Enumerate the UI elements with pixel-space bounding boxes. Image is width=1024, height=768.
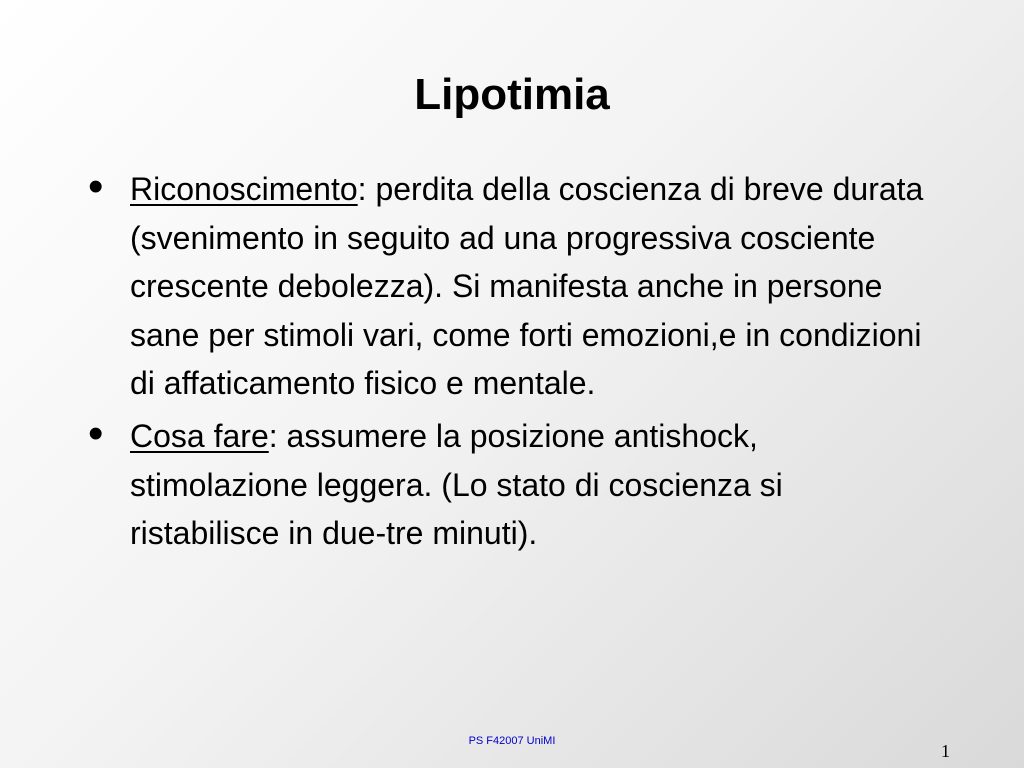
- page-number: 1: [941, 741, 950, 761]
- bullet-icon: •: [88, 162, 104, 211]
- bullet-term: Riconoscimento: [130, 171, 358, 207]
- bullet-item-riconoscimento: [88, 162, 938, 408]
- bullet-item-cosa-fare: [88, 408, 938, 558]
- bullet-icon: •: [88, 408, 104, 458]
- footer-text: PS F42007 UniMI: [468, 735, 556, 747]
- slide-title: Lipotimia: [414, 70, 610, 119]
- bullet-text: : assumere la posizione antishock, stimolazione leggera. (Lo stato di coscienza si ristabilisce in due-tre minuti).: [130, 417, 783, 552]
- bullet-list: [88, 162, 938, 562]
- bullet-text: : perdita della coscienza di breve durata (svenimento in seguito ad una progressiva cosciente crescente debolezza). Si manifesta anche in persone sane per stimoli vari, come forti emozioni,e in condizioni di affaticamento fisico e mentale.: [130, 171, 924, 402]
- bullet-term: Cosa fare: [130, 417, 269, 454]
